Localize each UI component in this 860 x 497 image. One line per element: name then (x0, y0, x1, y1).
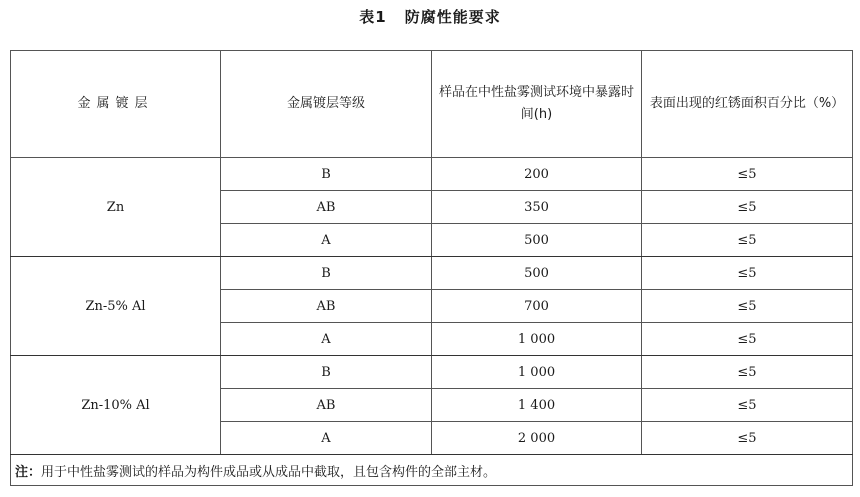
header-coating: 金属镀层 (11, 51, 221, 158)
coating-cell: Zn (11, 158, 221, 257)
hours-cell: 1 000 (432, 356, 642, 389)
rust-cell: ≤5 (642, 389, 853, 422)
grade-cell: B (221, 356, 432, 389)
note-label: 注： (15, 464, 42, 480)
hours-cell: 2 000 (432, 422, 642, 455)
table-number: 表1 (359, 8, 387, 26)
grade-cell: AB (221, 389, 432, 422)
coating-cell: Zn-5% Al (11, 257, 221, 356)
coating-cell: Zn-10% Al (11, 356, 221, 455)
hours-cell: 700 (432, 290, 642, 323)
rust-cell: ≤5 (642, 257, 853, 290)
hours-cell: 500 (432, 257, 642, 290)
table-title: 防腐性能要求 (404, 8, 501, 26)
table-row (11, 257, 853, 290)
table-caption (0, 6, 860, 27)
grade-cell: B (221, 257, 432, 290)
header-grade: 金属镀层等级 (221, 51, 432, 158)
rust-cell: ≤5 (642, 356, 853, 389)
rust-cell: ≤5 (642, 290, 853, 323)
grade-cell: B (221, 158, 432, 191)
rust-cell: ≤5 (642, 224, 853, 257)
header-rust: 表面出现的红锈面积百分比（%） (642, 51, 853, 158)
hours-cell: 1 400 (432, 389, 642, 422)
table-row (11, 356, 853, 389)
grade-cell: A (221, 224, 432, 257)
header-exposure: 样品在中性盐雾测试环境中暴露时间(h) (432, 51, 642, 158)
hours-cell: 200 (432, 158, 642, 191)
table-row (11, 158, 853, 191)
hours-cell: 500 (432, 224, 642, 257)
rust-cell: ≤5 (642, 422, 853, 455)
rust-cell: ≤5 (642, 323, 853, 356)
note-row (11, 455, 853, 486)
table-note (11, 455, 853, 486)
rust-cell: ≤5 (642, 158, 853, 191)
header-row (11, 51, 853, 158)
hours-cell: 1 000 (432, 323, 642, 356)
grade-cell: A (221, 422, 432, 455)
grade-cell: AB (221, 191, 432, 224)
grade-cell: AB (221, 290, 432, 323)
note-text: 用于中性盐雾测试的样品为构件成品或从成品中截取，且包含构件的全部主材。 (41, 464, 497, 480)
hours-cell: 350 (432, 191, 642, 224)
corrosion-requirements-table (10, 50, 853, 486)
grade-cell: A (221, 323, 432, 356)
rust-cell: ≤5 (642, 191, 853, 224)
